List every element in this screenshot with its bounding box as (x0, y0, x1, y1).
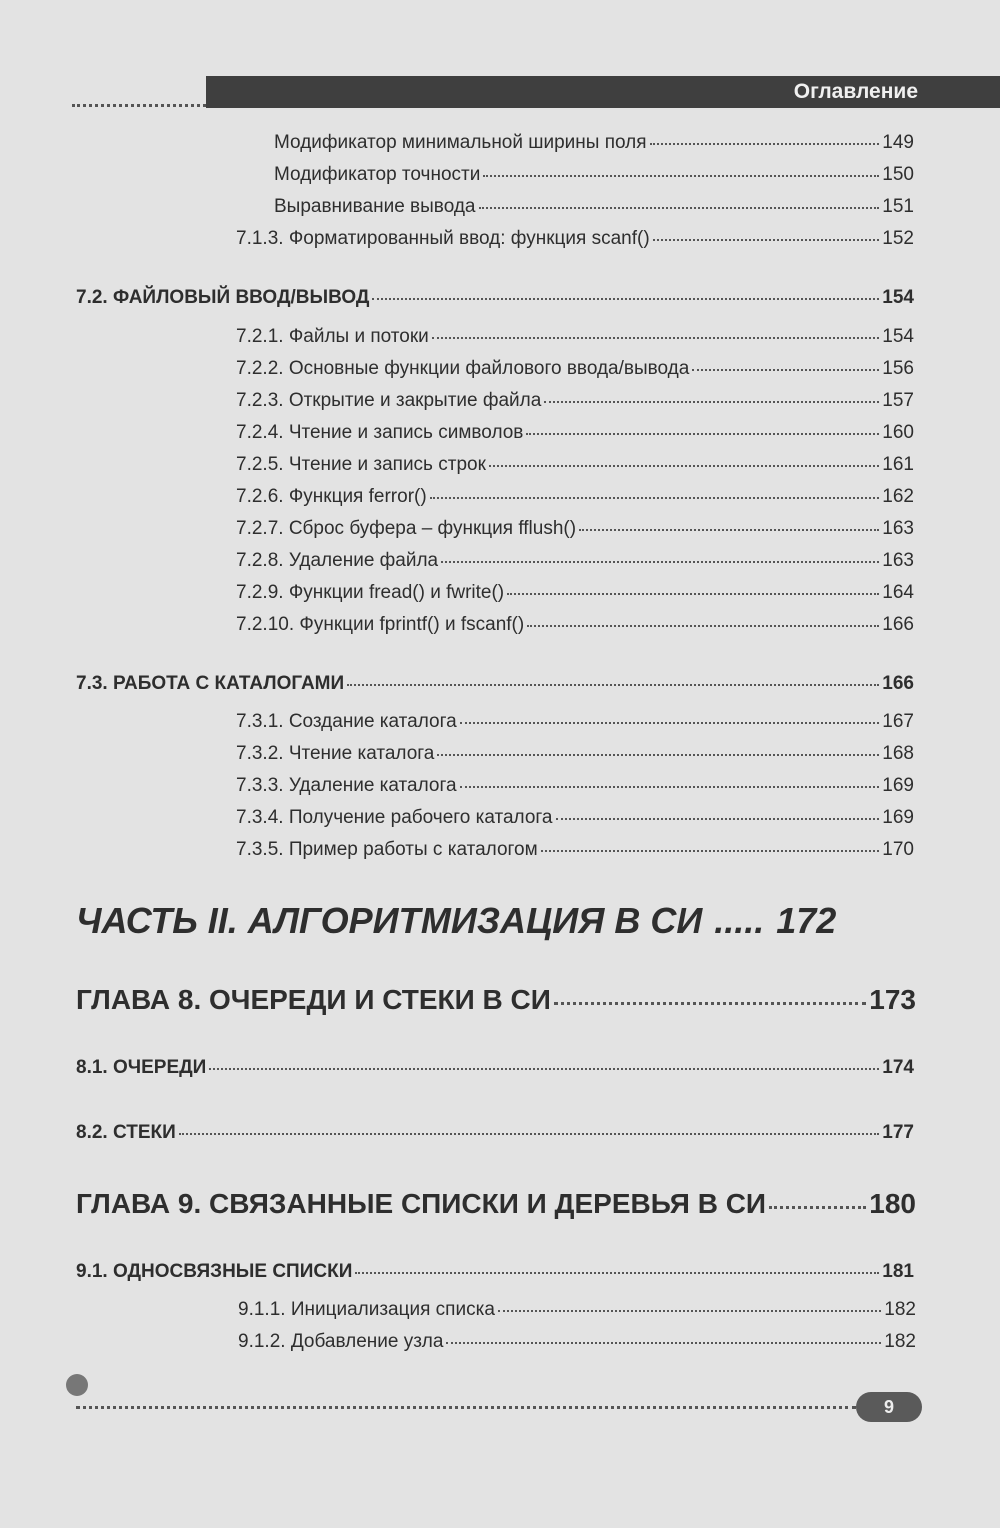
toc-entry-page: 152 (882, 228, 914, 249)
toc-leader-dots (446, 1342, 881, 1344)
toc-leader-dots (650, 143, 880, 145)
toc-entry-page: 151 (882, 196, 914, 217)
toc-leader-dots (441, 561, 879, 563)
toc-entry-title: 7.2. ФАЙЛОВЫЙ ВВОД/ВЫВОД (76, 287, 370, 308)
toc-entry-title: 7.2.9. Функции fread() и fwrite() (236, 582, 505, 603)
toc-chapter (76, 984, 916, 1016)
toc-leader-dots (372, 298, 879, 300)
toc-entry-title: 7.2.7. Сброс буфера – функция fflush() (236, 518, 577, 539)
toc-entry-title: 8.1. ОЧЕРЕДИ (76, 1057, 207, 1078)
toc-entry (236, 550, 914, 572)
toc-entry-page: 169 (882, 775, 914, 796)
toc-entry-title: 7.3.2. Чтение каталога (236, 743, 435, 764)
toc-entry-page: 163 (882, 550, 914, 571)
toc-entry-page: 182 (884, 1331, 916, 1352)
toc-leader-dots (460, 786, 880, 788)
toc-entry (236, 614, 914, 636)
toc-entry-page: 174 (882, 1057, 914, 1078)
footer-dotted-rule (76, 1406, 856, 1409)
running-header (206, 76, 1000, 108)
toc-section (76, 673, 914, 695)
toc-leader-dots (556, 818, 880, 820)
toc-entry-page: 149 (882, 132, 914, 153)
toc-entry-title: 7.2.8. Удаление файла (236, 550, 439, 571)
toc-entry-page: 166 (882, 614, 914, 635)
toc-entry-page: 169 (882, 807, 914, 828)
toc-leader-dots (526, 433, 879, 435)
toc-entry (238, 1331, 916, 1353)
toc-entry-title: Модификатор точности (274, 164, 481, 185)
toc-leader-dots (483, 175, 879, 177)
toc-section (76, 287, 914, 309)
toc-entry-title: 7.3.5. Пример работы с каталогом (236, 839, 538, 860)
toc-entry (236, 711, 914, 733)
toc-entry (236, 454, 914, 476)
toc-leader-dots (769, 1206, 866, 1209)
toc-leader-dots (430, 497, 880, 499)
toc-entry (274, 164, 914, 186)
toc-leader-dots (541, 850, 880, 852)
toc-entry-title: 9.1.2. Добавление узла (238, 1331, 444, 1352)
toc-entry (236, 839, 914, 861)
toc-entry-title: Выравнивание вывода (274, 196, 476, 217)
toc-leader-dots (432, 337, 880, 339)
toc-entry (236, 390, 914, 412)
toc-leader-dots (692, 369, 879, 371)
toc-section (76, 1122, 914, 1144)
toc-entry-page: 157 (882, 390, 914, 411)
toc-leader-dots (507, 593, 879, 595)
toc-entry-page: 172 (776, 900, 837, 941)
toc-leader-dots (489, 465, 879, 467)
footer-bullet-icon (66, 1374, 88, 1396)
toc-entry-title: 8.2. СТЕКИ (76, 1122, 176, 1143)
toc-entry-title: 7.2.3. Открытие и закрытие файла (236, 390, 542, 411)
toc-leader-dots (355, 1272, 879, 1274)
toc-entry (274, 132, 914, 154)
toc-entry (236, 326, 914, 348)
toc-entry-page: 170 (882, 839, 914, 860)
toc-leader-dots (579, 529, 879, 531)
toc-entry (236, 518, 914, 540)
toc-entry-title: ЧАСТЬ II. АЛГОРИТМИЗАЦИЯ В СИ (76, 900, 703, 941)
toc-section (76, 1057, 914, 1079)
toc-entry-title: 7.3.4. Получение рабочего каталога (236, 807, 553, 828)
toc-entry-title: 7.3.3. Удаление каталога (236, 775, 457, 796)
toc-entry-page: 177 (882, 1122, 914, 1143)
toc-entry-title: 7.2.6. Функция ferror() (236, 486, 427, 507)
toc-entry (236, 743, 914, 765)
toc-leader-dots (554, 1002, 866, 1005)
toc-part-heading (76, 900, 916, 942)
toc-entry-page: 160 (882, 422, 914, 443)
toc-entry-page: 150 (882, 164, 914, 185)
toc-leader-dots (460, 722, 880, 724)
toc-entry-title: Модификатор минимальной ширины поля (274, 132, 647, 153)
toc-leader-dots (498, 1310, 881, 1312)
toc-entry-title: 7.2.4. Чтение и запись символов (236, 422, 524, 443)
toc-entry-page: 156 (882, 358, 914, 379)
running-header-title: Оглавление (793, 80, 918, 103)
toc-entry-page: 163 (882, 518, 914, 539)
toc-entry (236, 228, 914, 250)
toc-leader-dots (179, 1133, 880, 1135)
page-number: 9 (883, 1396, 894, 1417)
toc-entry-title: 7.2.2. Основные функции файлового ввода/вывода (236, 358, 690, 379)
toc-entry-title: 9.1.1. Инициализация списка (238, 1299, 495, 1320)
toc-leader-dots (544, 401, 879, 403)
toc-entry-title: 7.2.10. Функции fprintf() и fscanf() (236, 614, 525, 635)
toc-entry-title: 7.2.5. Чтение и запись строк (236, 454, 486, 475)
toc-entry-page: 162 (882, 486, 914, 507)
page-number-badge (856, 1392, 922, 1422)
toc-entry (236, 422, 914, 444)
toc-entry-page: 154 (882, 287, 914, 308)
toc-leader-dots (653, 239, 880, 241)
toc-entry (236, 358, 914, 380)
toc-entry (238, 1299, 916, 1321)
toc-leader-dots (209, 1068, 879, 1070)
toc-entry-page: 168 (882, 743, 914, 764)
toc-entry-title: ГЛАВА 8. ОЧЕРЕДИ И СТЕКИ В СИ (76, 984, 551, 1015)
toc-entry (274, 196, 914, 218)
toc-entry-page: 181 (882, 1261, 914, 1282)
toc-entry (236, 775, 914, 797)
toc-leader-dots (347, 684, 879, 686)
toc-entry-page: 182 (884, 1299, 916, 1320)
toc-entry-page: 164 (882, 582, 914, 603)
toc-entry-title: 7.3.1. Создание каталога (236, 711, 457, 732)
toc-entry-title: 9.1. ОДНОСВЯЗНЫЕ СПИСКИ (76, 1261, 353, 1282)
toc-entry-page: 154 (882, 326, 914, 347)
toc-part-dots: ..... (714, 900, 765, 941)
toc-leader-dots (527, 625, 879, 627)
toc-entry-page: 173 (869, 984, 916, 1015)
toc-chapter (76, 1188, 916, 1220)
toc-entry-title: 7.2.1. Файлы и потоки (236, 326, 429, 347)
toc-entry (236, 807, 914, 829)
toc-entry (236, 486, 914, 508)
toc-leader-dots (437, 754, 879, 756)
toc-entry-page: 180 (869, 1188, 916, 1219)
header-dotted-rule (72, 104, 206, 107)
toc-leader-dots (479, 207, 880, 209)
toc-entry-title: ГЛАВА 9. СВЯЗАННЫЕ СПИСКИ И ДЕРЕВЬЯ В СИ (76, 1188, 767, 1219)
toc-entry-page: 166 (882, 673, 914, 694)
toc-entry-page: 161 (882, 454, 914, 475)
toc-entry (236, 582, 914, 604)
toc-entry-page: 167 (882, 711, 914, 732)
toc-section (76, 1261, 914, 1283)
toc-entry-title: 7.3. РАБОТА С КАТАЛОГАМИ (76, 673, 345, 694)
toc-entry-title: 7.1.3. Форматированный ввод: функция scanf() (236, 228, 650, 249)
